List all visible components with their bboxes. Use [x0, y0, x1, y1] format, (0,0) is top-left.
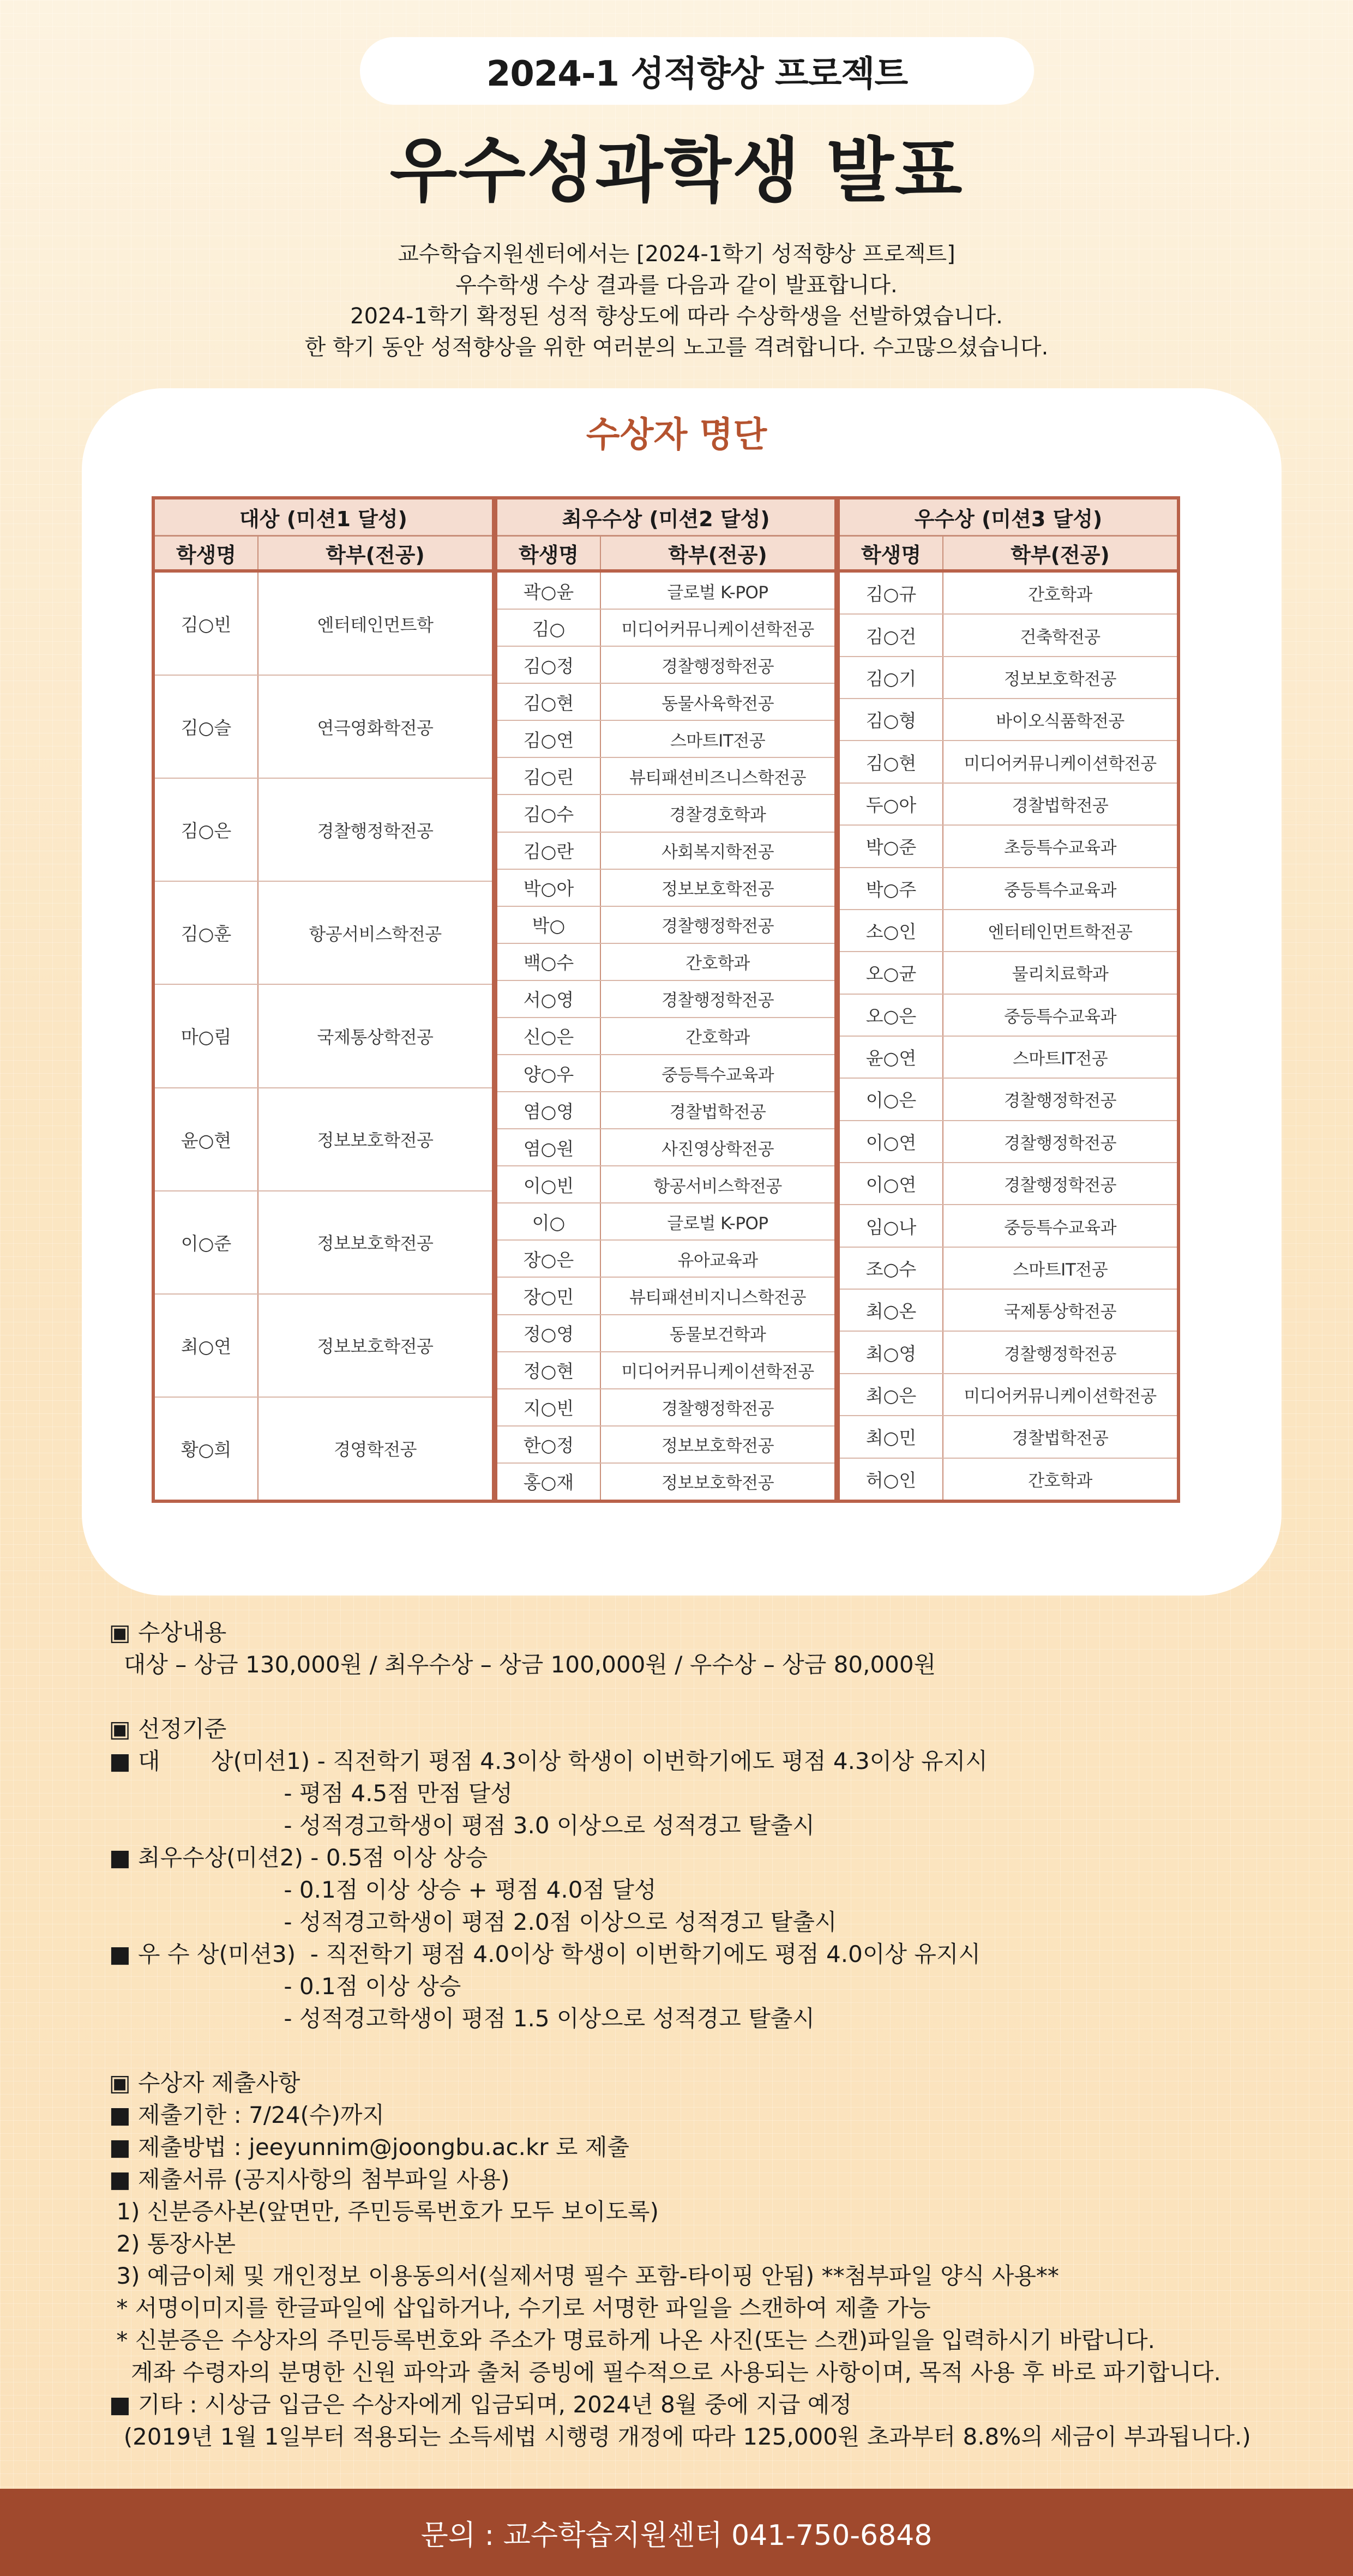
- student-dept: 정보보호학전공: [317, 1130, 434, 1151]
- group-header: 대상 (미션1 달성): [155, 499, 492, 537]
- intro-text: [0, 239, 1353, 363]
- section-heading: ▣ 선정기준: [109, 1716, 227, 1742]
- project-label-pill: [360, 37, 1034, 105]
- note-line: * 신분증은 수상자의 주민등록번호와 주소가 명료하게 나온 사진(또는 스캔)파일을 입력하시기 바랍니다.: [109, 2327, 1156, 2354]
- note-line: (2019년 1월 1일부터 적용되는 소득세법 시행령 개정에 따라 125,000원 초과부터 8.8%의 세금이 부과됩니다.): [109, 2423, 1251, 2450]
- student-name: 이○빈: [497, 1166, 601, 1202]
- note-line: - 0.1점 이상 상승 + 평점 4.0점 달성: [109, 1876, 657, 1903]
- table-row: [155, 1295, 492, 1398]
- table-row: [497, 907, 834, 944]
- student-name: 김○은: [155, 779, 258, 881]
- student-name: 김○: [497, 610, 601, 646]
- table-row: [497, 647, 834, 684]
- student-name: 마○림: [155, 985, 258, 1087]
- student-name: 김○현: [497, 684, 601, 720]
- table-row: [497, 721, 834, 758]
- student-name: 장○은: [497, 1241, 601, 1277]
- student-dept: 스마트IT전공: [670, 731, 766, 751]
- student-dept: 경찰행정학전공: [661, 1399, 774, 1419]
- student-name: 김○형: [840, 699, 943, 740]
- table-row: [840, 1374, 1177, 1416]
- student-name: 서○영: [497, 981, 601, 1017]
- contact-footer: [0, 2489, 1353, 2576]
- student-dept: 국제통상학전공: [317, 1026, 434, 1048]
- table-row: [497, 1278, 834, 1315]
- note-line: ■ 제출방법 : jeeyunnim@joongbu.ac.kr 로 제출: [109, 2134, 629, 2160]
- student-dept: 동물사육학전공: [661, 694, 774, 714]
- group-rows: [840, 573, 1177, 1500]
- student-dept: 경찰행정학전공: [661, 657, 774, 677]
- intro-line: 우수학생 수상 결과를 다음과 같이 발표합니다.: [455, 273, 898, 298]
- student-name: 김○슬: [155, 676, 258, 778]
- student-name: 김○연: [497, 721, 601, 757]
- student-dept: 항공서비스학전공: [653, 1176, 782, 1196]
- student-dept: 미디어커뮤니케이션학전공: [621, 619, 814, 640]
- table-row: [497, 684, 834, 721]
- table-row: [497, 1464, 834, 1500]
- note-line: - 성적경고학생이 평점 3.0 이상으로 성적경고 탈출시: [109, 1812, 815, 1839]
- note-line: - 평점 4.5점 만점 달성: [109, 1780, 513, 1807]
- student-dept: 경찰법학전공: [1012, 1429, 1109, 1449]
- section-heading: ▣ 수상자 제출사항: [109, 2069, 300, 2096]
- note-line: ■ 대 상(미션1) - 직전학기 평점 4.3이상 학생이 이번학기에도 평점 4.3이상 유지시: [109, 1748, 988, 1774]
- table-row: [497, 1389, 834, 1427]
- table-row: [497, 1129, 834, 1166]
- note-line: [109, 2035, 1254, 2067]
- student-name: 정○영: [497, 1315, 601, 1351]
- student-dept: 글로벌 K-POP: [667, 1213, 768, 1233]
- student-dept: 유아교육과: [677, 1250, 758, 1271]
- table-row: [497, 1018, 834, 1055]
- table-row: [497, 1203, 834, 1241]
- student-dept: 중등특수교육과: [1003, 1007, 1117, 1027]
- student-name: 양○우: [497, 1055, 601, 1091]
- table-row: [497, 833, 834, 870]
- student-dept: 경찰행정학전공: [661, 991, 774, 1011]
- student-name: 오○은: [840, 995, 943, 1036]
- table-row: [840, 784, 1177, 826]
- student-dept: 물리치료학과: [1012, 965, 1109, 985]
- student-dept: 간호학과: [685, 954, 750, 974]
- student-name: 황○희: [155, 1398, 258, 1500]
- student-name: 박○: [497, 907, 601, 943]
- section-heading: ▣ 수상내용: [109, 1619, 227, 1646]
- student-dept: 정보보호학전공: [317, 1233, 434, 1254]
- note-line: [109, 1681, 1254, 1713]
- note-line: - 0.1점 이상 상승: [109, 1973, 461, 2000]
- student-name: 김○수: [497, 795, 601, 831]
- student-name: 오○균: [840, 952, 943, 993]
- group-grand-prize: [152, 496, 495, 1503]
- table-row: [155, 1398, 492, 1500]
- table-row: [497, 1055, 834, 1092]
- col-header-name: 학생명: [840, 537, 943, 569]
- student-name: 장○민: [497, 1278, 601, 1314]
- student-dept: 초등특수교육과: [1003, 838, 1117, 858]
- student-dept: 뷰티패션비지니스학전공: [629, 1288, 806, 1308]
- table-row: [840, 1248, 1177, 1290]
- student-name: 지○빈: [497, 1389, 601, 1425]
- student-dept: 항공서비스학전공: [309, 923, 442, 944]
- student-name: 임○나: [840, 1205, 943, 1246]
- table-row: [155, 1088, 492, 1191]
- table-row: [840, 1416, 1177, 1458]
- student-dept: 엔터테인먼트학: [317, 614, 434, 635]
- student-dept: 경찰경호학과: [669, 805, 766, 825]
- note-line: ■ 기타 : 시상금 입금은 수상자에게 입금되며, 2024년 8월 중에 지급 예정: [109, 2391, 852, 2418]
- student-dept: 미디어커뮤니케이션학전공: [621, 1362, 814, 1382]
- col-header-name: 학생명: [155, 537, 258, 569]
- student-dept: 경찰행정학전공: [1003, 1133, 1117, 1153]
- table-row: [497, 610, 834, 647]
- winners-table: [152, 496, 1180, 1503]
- student-dept: 경영학전공: [333, 1439, 417, 1460]
- table-row: [840, 1079, 1177, 1121]
- note-line: ■ 제출기한 : 7/24(수)까지: [109, 2102, 384, 2128]
- student-name: 염○영: [497, 1092, 601, 1128]
- col-header-dept: 학부(전공): [326, 543, 425, 567]
- note-line: - 성적경고학생이 평점 1.5 이상으로 성적경고 탈출시: [109, 2005, 815, 2032]
- student-name: 김○란: [497, 833, 601, 869]
- group-merit-prize: [838, 496, 1180, 1503]
- group-header: 우수상 (미션3 달성): [840, 499, 1177, 537]
- intro-line: 한 학기 동안 성적향상을 위한 여러분의 노고를 격려합니다. 수고많으셨습니다.: [304, 335, 1049, 360]
- table-row: [155, 573, 492, 676]
- table-row: [840, 1163, 1177, 1205]
- student-dept: 중등특수교육과: [661, 1065, 774, 1085]
- table-row: [840, 615, 1177, 657]
- table-row: [497, 1241, 834, 1278]
- table-row: [155, 676, 492, 779]
- student-name: 최○은: [840, 1374, 943, 1415]
- student-dept: 사회복지학전공: [661, 842, 774, 863]
- student-name: 조○수: [840, 1248, 943, 1289]
- student-dept: 사진영상학전공: [661, 1139, 774, 1159]
- student-name: 두○아: [840, 784, 943, 824]
- student-dept: 정보보호학전공: [661, 880, 774, 900]
- student-name: 최○온: [840, 1290, 943, 1331]
- student-name: 이○: [497, 1203, 601, 1239]
- student-name: 박○아: [497, 870, 601, 906]
- table-row: [155, 882, 492, 985]
- student-dept: 중등특수교육과: [1003, 1218, 1117, 1238]
- student-dept: 뷰티패션비즈니스학전공: [629, 768, 806, 788]
- table-row: [840, 1290, 1177, 1332]
- student-name: 김○건: [840, 615, 943, 655]
- group-header: 최우수상 (미션2 달성): [497, 499, 834, 537]
- student-dept: 정보보호학전공: [661, 1436, 774, 1456]
- student-name: 이○연: [840, 1121, 943, 1162]
- winners-title: 수상자 명단: [586, 415, 767, 455]
- student-dept: 미디어커뮤니케이션학전공: [964, 1387, 1157, 1406]
- student-dept: 엔터테인먼트학전공: [988, 923, 1133, 943]
- column-headers: [497, 537, 834, 573]
- table-row: [497, 1315, 834, 1352]
- student-name: 김○기: [840, 657, 943, 698]
- note-line: 대상 – 상금 130,000원 / 최우수상 – 상금 100,000원 / 우수상 – 상금 80,000원: [109, 1651, 936, 1678]
- student-dept: 건축학전공: [1020, 627, 1101, 647]
- table-row: [840, 573, 1177, 615]
- note-line: * 서명이미지를 한글파일에 삽입하거나, 수기로 서명한 파일을 스캔하여 제출 가능: [109, 2295, 931, 2321]
- student-name: 신○은: [497, 1018, 601, 1054]
- student-name: 이○준: [155, 1191, 258, 1293]
- student-name: 최○연: [155, 1295, 258, 1397]
- student-name: 염○원: [497, 1129, 601, 1165]
- table-row: [840, 826, 1177, 868]
- student-dept: 경찰법학전공: [1012, 796, 1109, 816]
- student-dept: 정보보호학전공: [661, 1473, 774, 1494]
- col-header-name: 학생명: [497, 537, 601, 569]
- student-dept: 경찰행정학전공: [317, 820, 434, 841]
- table-row: [840, 741, 1177, 783]
- student-name: 윤○연: [840, 1037, 943, 1078]
- table-row: [497, 795, 834, 832]
- table-row: [497, 870, 834, 907]
- table-row: [840, 1332, 1177, 1374]
- student-name: 김○린: [497, 758, 601, 794]
- table-row: [497, 1092, 834, 1129]
- table-row: [840, 657, 1177, 699]
- student-dept: 경찰행정학전공: [1003, 1176, 1117, 1196]
- column-headers: [840, 537, 1177, 573]
- student-dept: 글로벌 K-POP: [667, 582, 768, 603]
- student-name: 김○현: [840, 741, 943, 782]
- note-line: ■ 제출서류 (공지사항의 첨부파일 사용): [109, 2166, 510, 2193]
- award-notes: [109, 1616, 1254, 2453]
- student-name: 김○규: [840, 573, 943, 613]
- page-title: 우수성과학생 발표: [389, 130, 964, 212]
- table-row: [840, 868, 1177, 910]
- student-dept: 정보보호학전공: [1003, 669, 1117, 689]
- table-row: [840, 1459, 1177, 1500]
- table-row: [840, 699, 1177, 741]
- table-row: [497, 573, 834, 610]
- student-name: 윤○현: [155, 1088, 258, 1190]
- student-name: 홍○재: [497, 1464, 601, 1500]
- student-dept: 경찰행정학전공: [1003, 1091, 1117, 1111]
- table-row: [840, 1037, 1177, 1079]
- student-dept: 간호학과: [1028, 585, 1092, 605]
- note-line: 1) 신분증사본(앞면만, 주민등록번호가 모두 보이도록): [109, 2198, 659, 2225]
- student-dept: 경찰행정학전공: [1003, 1344, 1117, 1364]
- group-rows: [155, 573, 492, 1500]
- student-dept: 바이오식품학전공: [996, 712, 1125, 732]
- student-name: 이○연: [840, 1163, 943, 1204]
- student-name: 소○인: [840, 910, 943, 951]
- student-dept: 국제통상학전공: [1003, 1302, 1117, 1322]
- note-line: - 성적경고학생이 평점 2.0점 이상으로 성적경고 탈출시: [109, 1909, 837, 1935]
- student-name: 박○주: [840, 868, 943, 909]
- student-dept: 동물보건학과: [669, 1325, 766, 1345]
- col-header-dept: 학부(전공): [668, 543, 767, 567]
- student-dept: 정보보호학전공: [317, 1336, 434, 1357]
- student-name: 최○영: [840, 1332, 943, 1373]
- table-row: [840, 1121, 1177, 1163]
- student-dept: 미디어커뮤니케이션학전공: [964, 754, 1157, 774]
- note-line: 계좌 수령자의 분명한 신원 파악과 출처 증빙에 필수적으로 사용되는 사항이며, 목적 사용 후 바로 파기합니다.: [109, 2359, 1221, 2386]
- student-name: 김○훈: [155, 882, 258, 984]
- intro-line: 교수학습지원센터에서는 [2024-1학기 성적향상 프로젝트]: [398, 242, 955, 267]
- student-name: 최○민: [840, 1416, 943, 1457]
- student-name: 김○빈: [155, 573, 258, 675]
- table-row: [155, 1191, 492, 1295]
- student-name: 김○정: [497, 647, 601, 683]
- student-name: 백○수: [497, 944, 601, 980]
- table-row: [155, 985, 492, 1088]
- intro-line: 2024-1학기 확정된 성적 향상도에 따라 수상학생을 선발하였습니다.: [350, 304, 1003, 329]
- group-rows: [497, 573, 834, 1500]
- table-row: [497, 944, 834, 981]
- table-row: [497, 758, 834, 795]
- student-dept: 스마트IT전공: [1012, 1049, 1108, 1069]
- student-dept: 경찰행정학전공: [661, 917, 774, 937]
- column-headers: [155, 537, 492, 573]
- table-row: [840, 952, 1177, 994]
- col-header-dept: 학부(전공): [1011, 543, 1110, 567]
- student-name: 곽○윤: [497, 573, 601, 609]
- student-name: 허○인: [840, 1459, 943, 1500]
- student-dept: 스마트IT전공: [1012, 1260, 1108, 1280]
- student-name: 박○준: [840, 826, 943, 866]
- note-line: ■ 최우수상(미션2) - 0.5점 이상 상승: [109, 1844, 488, 1871]
- table-row: [497, 1166, 834, 1203]
- table-row: [497, 1352, 834, 1389]
- note-line: 2) 통장사본: [109, 2230, 236, 2257]
- student-dept: 간호학과: [685, 1028, 750, 1048]
- student-name: 이○은: [840, 1079, 943, 1120]
- project-label: 2024-1 성적향상 프로젝트: [486, 54, 908, 94]
- note-line: 3) 예금이체 및 개인정보 이용동의서(실제서명 필수 포함-타이핑 안됨) **첨부파일 양식 사용**: [109, 2262, 1059, 2289]
- contact-text: 문의 : 교수학습지원센터 041-750-6848: [420, 2519, 933, 2552]
- table-row: [497, 981, 834, 1018]
- table-row: [497, 1427, 834, 1464]
- student-dept: 중등특수교육과: [1003, 880, 1117, 900]
- note-line: ■ 우 수 상(미션3) - 직전학기 평점 4.0이상 학생이 이번학기에도 평점 4.0이상 유지시: [109, 1941, 981, 1967]
- student-dept: 경찰법학전공: [669, 1102, 766, 1122]
- table-row: [840, 910, 1177, 952]
- group-excellence-prize: [495, 496, 838, 1503]
- student-dept: 간호학과: [1028, 1471, 1092, 1491]
- student-dept: 연극영화학전공: [317, 717, 434, 738]
- student-name: 정○현: [497, 1352, 601, 1388]
- student-name: 한○정: [497, 1427, 601, 1462]
- table-row: [155, 779, 492, 882]
- table-row: [840, 995, 1177, 1037]
- table-row: [840, 1205, 1177, 1247]
